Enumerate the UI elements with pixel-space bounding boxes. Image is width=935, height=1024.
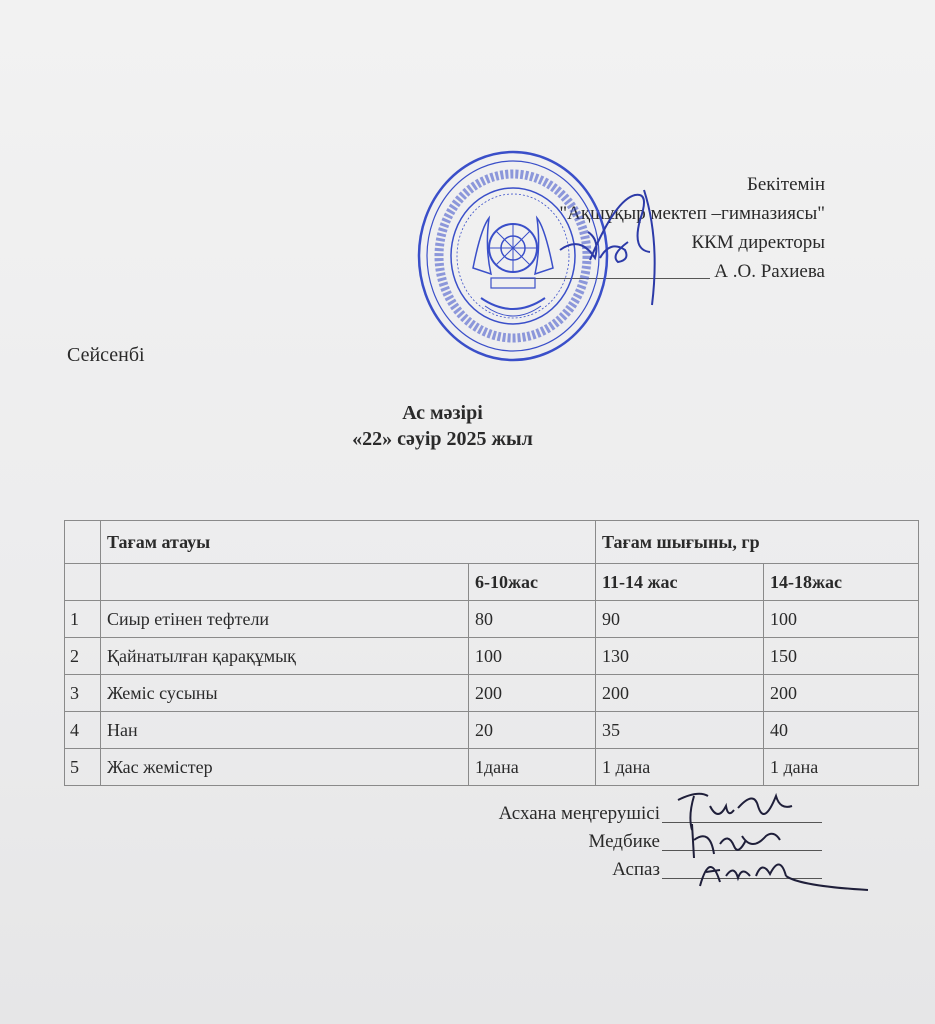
portion-11-14: 130: [596, 638, 764, 675]
signature-row-nurse: [499, 828, 660, 856]
row-number: 1: [65, 601, 101, 638]
portion-11-14: 90: [596, 601, 764, 638]
nurse-label: Медбике: [588, 831, 660, 852]
portion-6-10: 100: [469, 638, 596, 675]
table-row: [65, 638, 919, 675]
age-group-2: 11-14 жас: [596, 564, 764, 601]
header-num-cell: [65, 521, 101, 564]
day-of-week: Сейсенбі: [67, 344, 145, 366]
table-row: [65, 601, 919, 638]
portion-11-14: 35: [596, 712, 764, 749]
age-name-cell: [101, 564, 469, 601]
dish-name: Қайнатылған қарақұмық: [101, 638, 469, 675]
portion-6-10: 80: [469, 601, 596, 638]
age-group-row: [65, 564, 919, 601]
approval-line-3: ККМ директоры: [691, 232, 825, 253]
portion-14-18: 200: [764, 675, 919, 712]
portion-6-10: 1дана: [469, 749, 596, 786]
dish-name: Нан: [101, 712, 469, 749]
portion-14-18: 40: [764, 712, 919, 749]
dish-name: Жеміс сусыны: [101, 675, 469, 712]
table-row: [65, 712, 919, 749]
header-dish-name: Тағам атауы: [101, 521, 596, 564]
cook-signature-icon: [690, 846, 870, 896]
head-of-canteen-label: Асхана меңгерушісі: [498, 803, 660, 824]
director-signature-icon: [540, 180, 680, 310]
signatures-block: [499, 800, 660, 884]
portion-6-10: 200: [469, 675, 596, 712]
portion-11-14: 200: [596, 675, 764, 712]
age-group-3: 14-18жас: [764, 564, 919, 601]
portion-14-18: 1 дана: [764, 749, 919, 786]
portion-6-10: 20: [469, 712, 596, 749]
menu-table: [64, 520, 919, 786]
age-num-cell: [65, 564, 101, 601]
row-number: 5: [65, 749, 101, 786]
signature-row-head: [499, 800, 660, 828]
cook-label: Аспаз: [612, 859, 660, 880]
director-name: А .О. Рахиева: [714, 261, 825, 282]
menu-title-line-1: Ас мәзірі: [402, 402, 483, 424]
portion-14-18: 150: [764, 638, 919, 675]
portion-14-18: 100: [764, 601, 919, 638]
row-number: 3: [65, 675, 101, 712]
age-group-1: 6-10жас: [469, 564, 596, 601]
table-header-row: [65, 521, 919, 564]
dish-name: Жас жемістер: [101, 749, 469, 786]
header-consumption: Тағам шығыны, гр: [596, 521, 919, 564]
menu-date: «22» сәуір 2025 жыл: [352, 428, 533, 450]
portion-11-14: 1 дана: [596, 749, 764, 786]
approval-line-1: Бекітемін: [746, 174, 825, 195]
table-row: [65, 675, 919, 712]
table-row: [65, 749, 919, 786]
approval-line-2: "Ақшұқыр мектеп –гимназиясы": [559, 203, 825, 224]
signature-row-cook: [499, 856, 660, 884]
menu-title: [200, 400, 685, 452]
row-number: 2: [65, 638, 101, 675]
dish-name: Сиыр етінен тефтели: [101, 601, 469, 638]
row-number: 4: [65, 712, 101, 749]
